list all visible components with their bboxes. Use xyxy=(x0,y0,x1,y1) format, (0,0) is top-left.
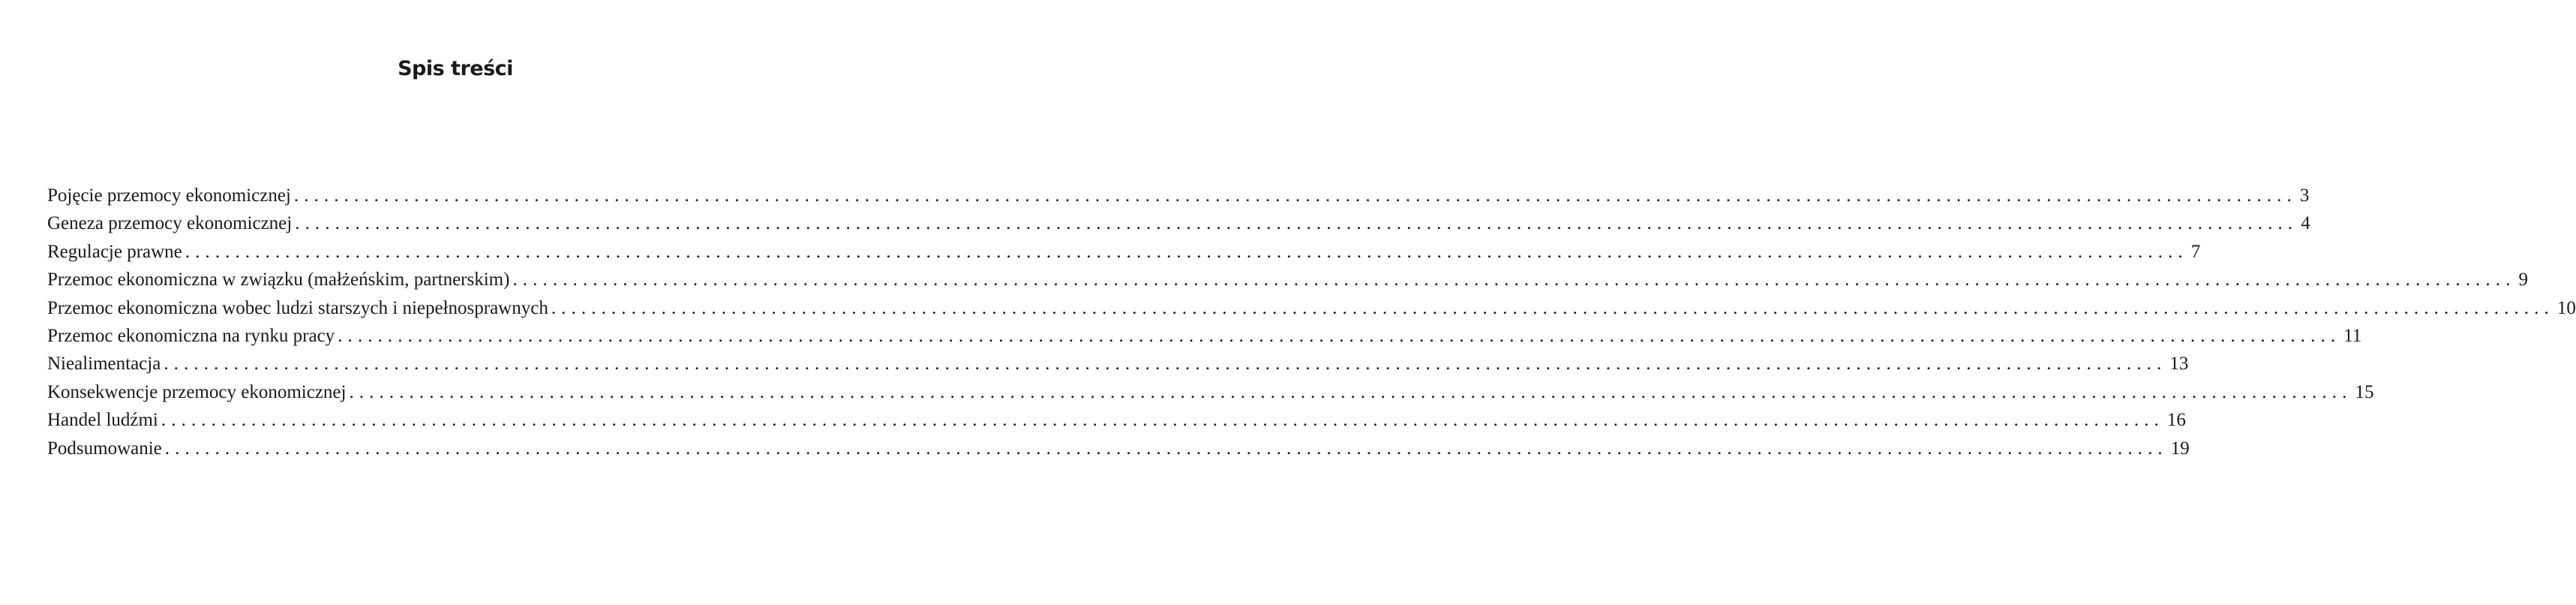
toc-entry xyxy=(47,297,2576,326)
toc-title: Spis treści xyxy=(398,57,513,80)
dot-leader: ........................................................................................................................................................................................................ xyxy=(349,381,2352,402)
toc-entry-page-number: 15 xyxy=(2355,381,2374,402)
toc-entry-page-number: 11 xyxy=(2343,325,2362,346)
toc-list xyxy=(47,185,2576,466)
toc-entry-label: Podsumowanie xyxy=(47,438,162,459)
dot-leader: ........................................................................................................................................................................................................ xyxy=(185,241,2188,262)
toc-entry-label: Przemoc ekonomiczna na rynku pracy xyxy=(47,325,335,346)
toc-entry-page-number: 16 xyxy=(2166,410,2186,431)
toc-entry xyxy=(47,410,2186,438)
toc-entry-label: Niealimentacja xyxy=(47,354,161,375)
toc-entry-label: Handel ludźmi xyxy=(47,410,158,431)
toc-entry xyxy=(47,381,2374,410)
toc-entry-page-number: 3 xyxy=(2299,185,2310,206)
toc-entry-label: Pojęcie przemocy ekonomicznej xyxy=(47,185,291,206)
dot-leader: ........................................................................................................................................................................................................ xyxy=(551,297,2554,318)
dot-leader: ........................................................................................................................................................................................................ xyxy=(295,213,2298,234)
toc-entry xyxy=(47,354,2189,381)
toc-entry xyxy=(47,269,2528,297)
toc-entry-label: Regulacje prawne xyxy=(47,241,182,262)
toc-entry-page-number: 7 xyxy=(2190,241,2201,262)
toc-entry-page-number: 10 xyxy=(2556,297,2576,318)
dot-leader: ........................................................................................................................................................................................................ xyxy=(338,325,2341,346)
dot-leader: ........................................................................................................................................................................................................ xyxy=(293,185,2297,206)
toc-entry-label: Przemoc ekonomiczna wobec ludzi starszych i niepełnosprawnych xyxy=(47,297,548,318)
dot-leader: ........................................................................................................................................................................................................ xyxy=(164,438,2168,459)
toc-entry xyxy=(47,438,2190,466)
toc-entry xyxy=(47,241,2201,269)
dot-leader: ........................................................................................................................................................................................................ xyxy=(164,354,2167,375)
toc-entry xyxy=(47,325,2362,354)
toc-entry-label: Konsekwencje przemocy ekonomicznej xyxy=(47,381,347,402)
toc-entry-page-number: 13 xyxy=(2169,354,2189,375)
toc-entry-page-number: 19 xyxy=(2170,438,2190,459)
toc-entry xyxy=(47,213,2310,241)
toc-entry-page-number: 9 xyxy=(2518,269,2528,290)
dot-leader: ........................................................................................................................................................................................................ xyxy=(161,410,2164,431)
toc-entry-label: Geneza przemocy ekonomicznej xyxy=(47,213,293,234)
dot-leader: ........................................................................................................................................................................................................ xyxy=(512,269,2516,290)
toc-entry xyxy=(47,185,2310,213)
toc-entry-page-number: 4 xyxy=(2301,213,2310,234)
toc-entry-label: Przemoc ekonomiczna w związku (małżeńskim, partnerskim) xyxy=(47,269,510,290)
